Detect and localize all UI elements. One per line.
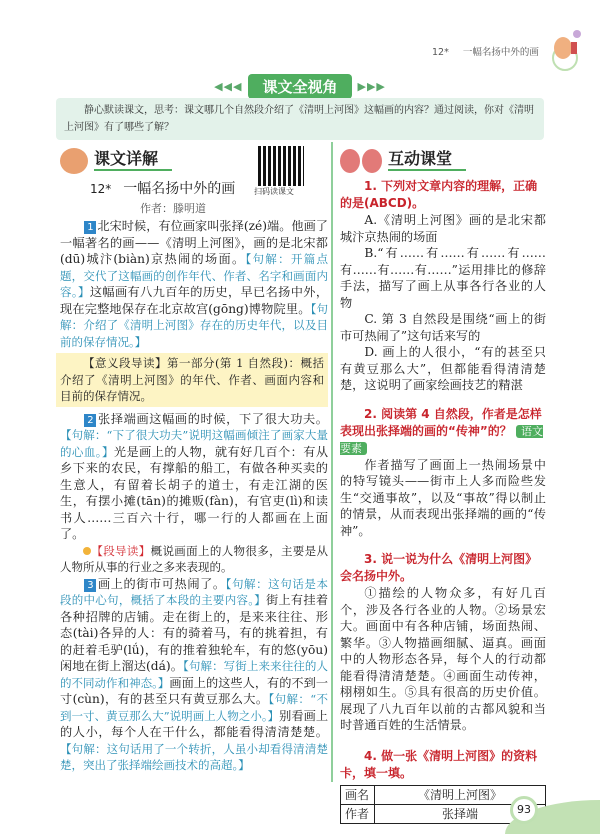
tag-badge: 语文要素 <box>340 424 543 455</box>
section-heading <box>340 146 546 176</box>
left-arrows-icon: ◀◀◀ <box>214 80 243 93</box>
mascot-icon <box>340 149 360 173</box>
title-text: 一幅名扬中外的画 <box>123 181 236 197</box>
table-value: 张择端 <box>375 804 546 823</box>
option-a: A.《清明上河图》画的是北宋都城汴京热闹的场面 <box>340 213 546 244</box>
answer-3: ①描绘的人物众多，有好几百个，涉及各行各业的人物。②场景宏大。画面中有各种店铺，场面热闹、繁华。③人物描画细腻、逼真。画面中的人物形态各异，每个人的行动都能看得清清楚楚。④画面生动传神，栩栩如生。⑤具有很高的历史价值。展现了八九百年以前的古都风貌和当时普通百姓的生活情景。 <box>340 586 546 732</box>
paragraph-2 <box>60 411 328 543</box>
section-guide: 【意义段导读】第一部分(第 1 自然段)：概括介绍了《清明上河图》的年代、作者、画面内容和目前的保存情况。 <box>56 353 328 407</box>
option-c: C. 第 3 自然段是围绕“画上的街市可热闹了”这句话来写的 <box>340 312 546 343</box>
option-d: D. 画上的人很小，“有的甚至只有黄豆那么大”，但都能看得清清楚楚，这说明了画家绘画技艺的精湛 <box>340 345 546 392</box>
annotation: 【句解：“不到一寸、黄豆那么大”说明画上人物之小。】 <box>60 692 328 723</box>
paragraph-number: 1 <box>84 221 96 234</box>
column-divider <box>331 142 333 782</box>
text: 画上的街市可热闹了。 <box>97 576 226 591</box>
text: 这幅画有八九百年的历史，早已名扬中外，现在完整地保存在北京故宫(gōng)博物院里。 <box>60 285 329 316</box>
mascot-icon <box>60 148 88 174</box>
author: 作者：滕明道 <box>140 202 206 215</box>
option-b: B.“有……有……有……有……有……有……有……”运用排比的修辞手法，描写了画上从事各行各业的人物 <box>340 246 546 310</box>
answer-2: 作者描写了画面上一热闹场景中的特写镜头——街市上人多而险些发生“交通事故”，以及“事故”得以制止的情景，从而表现出张择端的画的“传神”。 <box>340 457 546 538</box>
text: 张择端画这幅画的时候，下了很大功夫。 <box>97 411 328 426</box>
annotation: 【句解：“下了很大功夫”说明这幅画倾注了画家大量的心血。】 <box>60 428 328 459</box>
question-4: 4. 做一张《清明上河图》的资料卡，填一填。 <box>340 748 538 780</box>
paragraph-guide <box>60 543 328 576</box>
exercise-column <box>340 146 546 824</box>
question-text: 2. 阅读第 4 自然段，作者是怎样表现出张择端的画的“传神”的？ <box>340 406 542 438</box>
heading-text: 互动课堂 <box>388 151 466 171</box>
paragraph-number: 2 <box>84 414 96 427</box>
qr-label: 扫码读课文 <box>254 187 294 196</box>
annotation: 【句解：介绍了《清明上河图》存在的历史年代，以及目前的保存情况。】 <box>60 301 328 349</box>
lesson-text-column <box>60 146 328 774</box>
section-banner <box>0 74 600 99</box>
mascot-icon <box>545 28 585 72</box>
text: 光是画上的人物，就有好几百个：有从乡下来的农民，有撑船的船工，有做各种买卖的生意人，有留着长胡子的道士，有走江湖的医生，有摆小摊(tān)的摊贩(fàn)，有官吏(lì)和读书人……三百六十行，哪一行的人都画在上面了。 <box>60 444 329 541</box>
paragraph-1 <box>60 218 328 350</box>
paragraph-3 <box>60 576 328 774</box>
page-number: 93 <box>510 796 538 824</box>
heading-text: 课文详解 <box>94 151 172 171</box>
text: 北宋时候，有位画家叫张择(zé)端。他画了一幅著名的画——《清明上河图》，画的是北宋都(dū)城汴(biàn)京热闹的场面。 <box>60 219 328 266</box>
text: 街上有挂着各种招牌的店铺。走在街上的，是来来往往、形态(tài)各异的人：有的骑着马，有的挑着担，有的赶着毛驴(lǘ)，有的推着独轮车，有的悠(yōu)闲地在街上溜达(dá)。 <box>60 593 329 673</box>
text: 画面上的这些人，有的不到一寸(cùn)，有的甚至只有黄豆那么大。 <box>60 675 329 706</box>
qr-code-icon[interactable] <box>258 146 304 186</box>
table-key: 作者 <box>341 804 375 823</box>
guide-label: 【段导读】 <box>91 543 151 558</box>
table-value: 《清明上河图》 <box>375 785 546 804</box>
running-header <box>432 44 553 58</box>
mascot-icon <box>362 149 382 173</box>
annotation: 【句解：写街上来来往往的人的不同动作和神态。】 <box>60 659 329 690</box>
right-arrows-icon: ▶▶▶ <box>357 80 386 93</box>
lesson-title <box>60 178 250 200</box>
table-key: 画名 <box>341 785 375 804</box>
bullet-icon <box>83 547 91 555</box>
question-1: 1. 下列对文章内容的理解，正确的是(ABCD)。 <box>340 179 538 210</box>
annotation: 【句解：这句话是本段的中心句，概括了本段的主要内容。】 <box>60 576 328 607</box>
guide-text: 概说画面上的人物很多，主要是从人物所从事的行业之多来表现的。 <box>60 543 329 574</box>
lesson-number: 12* <box>90 182 112 196</box>
question-3: 3. 说一说为什么《清明上河图》会名扬中外。 <box>340 552 538 583</box>
annotation: 【句解：开篇点题，交代了这幅画的创作年代、作者、名字和画面内容。】 <box>60 252 328 299</box>
question-2 <box>340 406 546 457</box>
intro-box: 静心默读课文，思考：课文哪几个自然段介绍了《清明上河图》这幅画的内容？通过阅读，你对《清明上河图》有了哪些了解？ <box>56 98 544 140</box>
lesson-number: 12* <box>432 47 449 58</box>
banner-title: 课文全视角 <box>248 74 351 99</box>
paragraph-number: 3 <box>84 579 96 592</box>
lesson-title: 一幅名扬中外的画 <box>462 47 539 58</box>
annotation: 【句解：这句话用了一个转折，人虽小却看得清清楚楚，突出了张择端绘画技术的高超。】 <box>60 741 328 772</box>
text: 别看画上的人小，每个人在干什么，都能看得清清楚楚。 <box>60 708 329 739</box>
